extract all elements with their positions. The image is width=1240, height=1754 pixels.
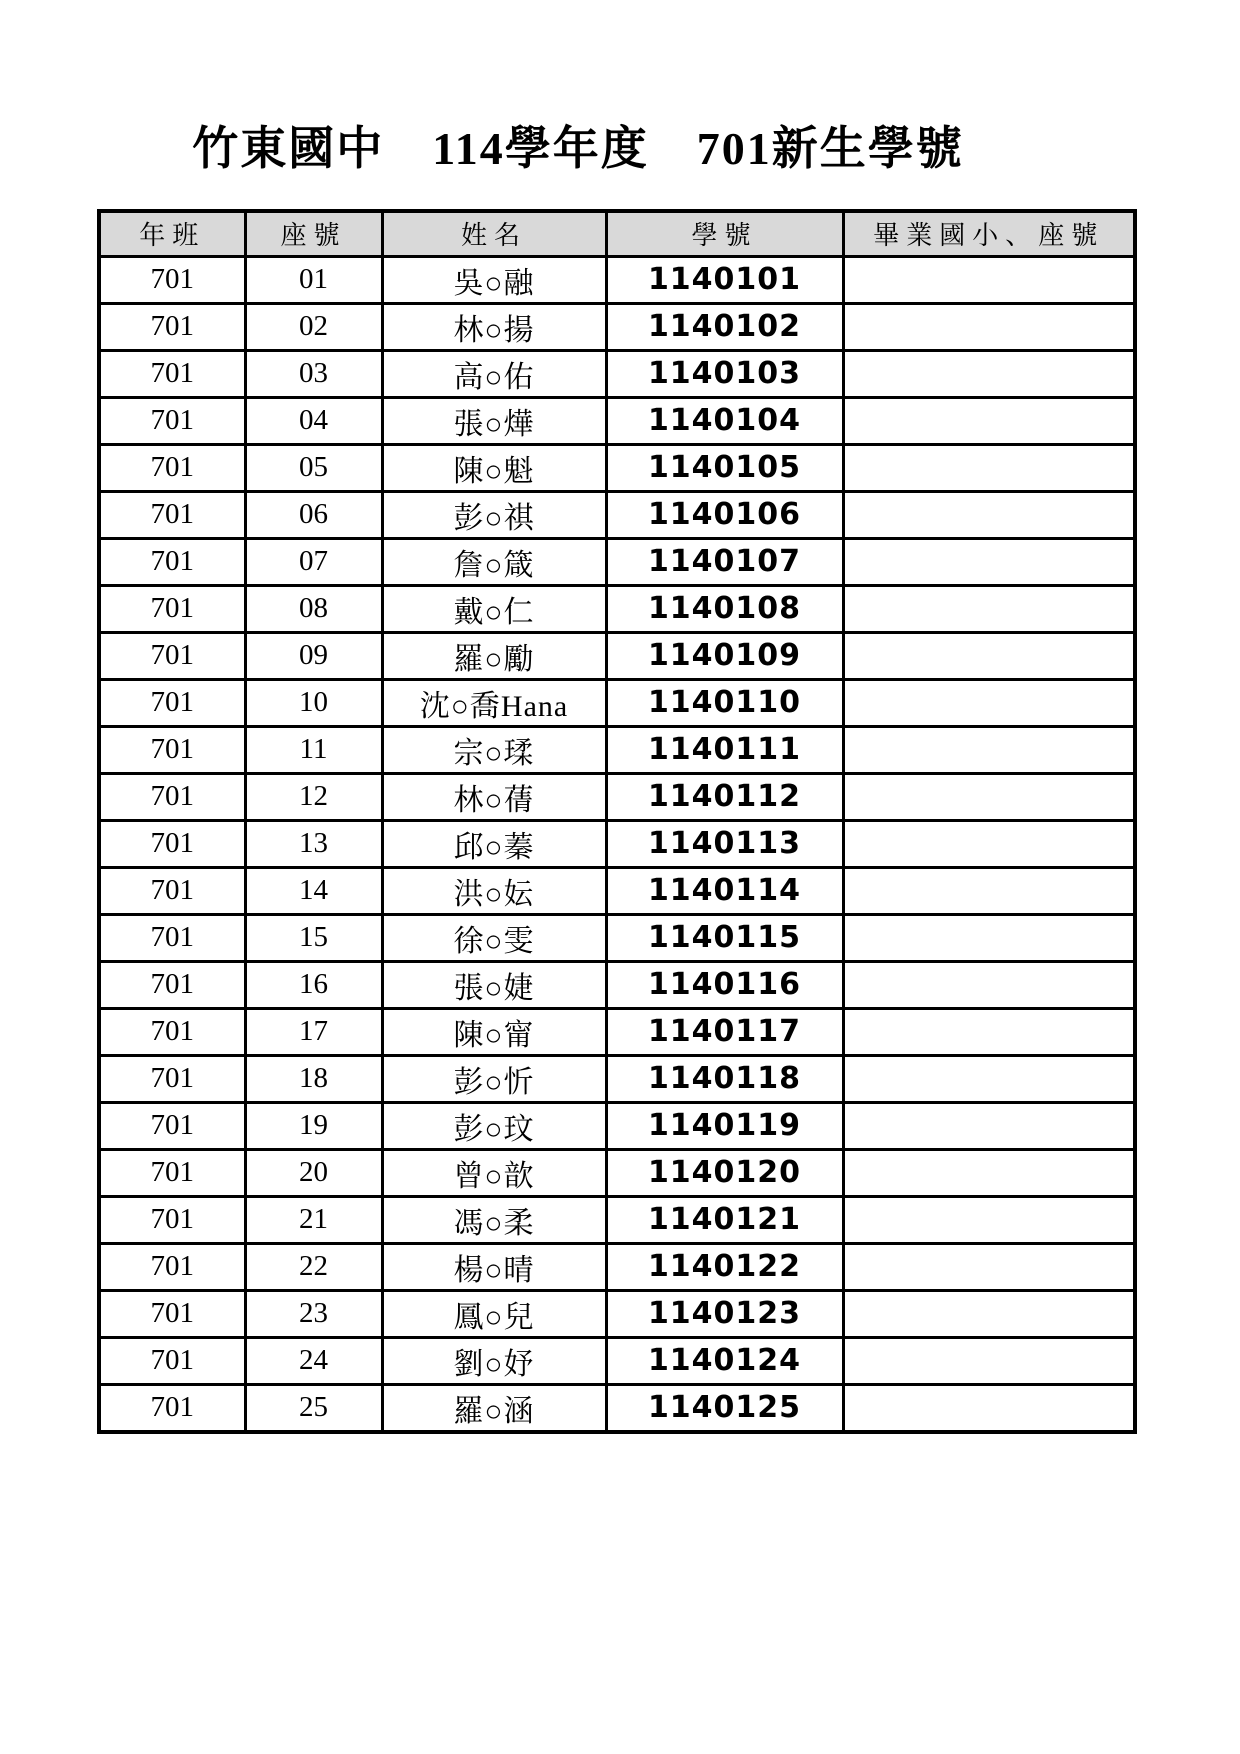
- table-row: [99, 491, 1135, 538]
- cell-school: [843, 726, 1135, 773]
- cell-grade-class: 701: [99, 1055, 245, 1102]
- cell-name: 羅○勵: [382, 632, 606, 679]
- cell-name: 羅○涵: [382, 1384, 606, 1432]
- cell-seat: 16: [245, 961, 382, 1008]
- cell-student-id: 1140117: [606, 1008, 843, 1055]
- cell-grade-class: 701: [99, 867, 245, 914]
- cell-name: 高○佑: [382, 350, 606, 397]
- cell-school: [843, 350, 1135, 397]
- table-row: [99, 350, 1135, 397]
- cell-school: [843, 397, 1135, 444]
- cell-student-id: 1140102: [606, 303, 843, 350]
- cell-seat: 05: [245, 444, 382, 491]
- cell-school: [843, 444, 1135, 491]
- cell-school: [843, 632, 1135, 679]
- cell-grade-class: 701: [99, 491, 245, 538]
- cell-name: 林○揚: [382, 303, 606, 350]
- cell-grade-class: 701: [99, 256, 245, 303]
- table-row: [99, 1290, 1135, 1337]
- table-row: [99, 1149, 1135, 1196]
- cell-school: [843, 538, 1135, 585]
- cell-student-id: 1140103: [606, 350, 843, 397]
- page-title: 竹東國中 114學年度 701新生學號: [192, 123, 964, 174]
- cell-student-id: 1140119: [606, 1102, 843, 1149]
- cell-student-id: 1140106: [606, 491, 843, 538]
- cell-student-id: 1140108: [606, 585, 843, 632]
- table-row: [99, 444, 1135, 491]
- cell-student-id: 1140114: [606, 867, 843, 914]
- cell-seat: 20: [245, 1149, 382, 1196]
- cell-grade-class: 701: [99, 1290, 245, 1337]
- table-row: [99, 632, 1135, 679]
- table-row: [99, 1337, 1135, 1384]
- cell-seat: 04: [245, 397, 382, 444]
- cell-grade-class: 701: [99, 444, 245, 491]
- cell-grade-class: 701: [99, 1243, 245, 1290]
- cell-seat: 14: [245, 867, 382, 914]
- table-row: [99, 1384, 1135, 1432]
- cell-name: 林○蒨: [382, 773, 606, 820]
- cell-name: 吳○融: [382, 256, 606, 303]
- cell-seat: 25: [245, 1384, 382, 1432]
- cell-name: 張○燁: [382, 397, 606, 444]
- cell-name: 陳○魁: [382, 444, 606, 491]
- table-row: [99, 726, 1135, 773]
- cell-seat: 11: [245, 726, 382, 773]
- cell-seat: 12: [245, 773, 382, 820]
- student-roster-table: [97, 209, 1137, 1434]
- table-row: [99, 303, 1135, 350]
- table-row: [99, 397, 1135, 444]
- cell-school: [843, 1102, 1135, 1149]
- cell-name: 彭○忻: [382, 1055, 606, 1102]
- cell-name: 彭○玟: [382, 1102, 606, 1149]
- column-header-grade-class: 年班: [99, 211, 245, 256]
- cell-student-id: 1140115: [606, 914, 843, 961]
- cell-student-id: 1140122: [606, 1243, 843, 1290]
- cell-name: 彭○祺: [382, 491, 606, 538]
- cell-school: [843, 1290, 1135, 1337]
- cell-name: 馮○柔: [382, 1196, 606, 1243]
- cell-seat: 23: [245, 1290, 382, 1337]
- table-row: [99, 538, 1135, 585]
- cell-grade-class: 701: [99, 820, 245, 867]
- cell-student-id: 1140110: [606, 679, 843, 726]
- cell-grade-class: 701: [99, 1384, 245, 1432]
- cell-name: 沈○喬Hana: [382, 679, 606, 726]
- cell-name: 劉○妤: [382, 1337, 606, 1384]
- cell-seat: 17: [245, 1008, 382, 1055]
- cell-seat: 08: [245, 585, 382, 632]
- cell-seat: 21: [245, 1196, 382, 1243]
- cell-seat: 24: [245, 1337, 382, 1384]
- cell-school: [843, 1243, 1135, 1290]
- cell-school: [843, 1149, 1135, 1196]
- cell-student-id: 1140116: [606, 961, 843, 1008]
- cell-student-id: 1140104: [606, 397, 843, 444]
- cell-school: [843, 1196, 1135, 1243]
- cell-school: [843, 820, 1135, 867]
- cell-grade-class: 701: [99, 397, 245, 444]
- cell-name: 宗○瑈: [382, 726, 606, 773]
- cell-student-id: 1140109: [606, 632, 843, 679]
- cell-student-id: 1140121: [606, 1196, 843, 1243]
- table-row: [99, 256, 1135, 303]
- cell-school: [843, 914, 1135, 961]
- cell-student-id: 1140111: [606, 726, 843, 773]
- cell-grade-class: 701: [99, 538, 245, 585]
- cell-name: 邱○蓁: [382, 820, 606, 867]
- table-row: [99, 585, 1135, 632]
- cell-student-id: 1140105: [606, 444, 843, 491]
- cell-school: [843, 491, 1135, 538]
- cell-grade-class: 701: [99, 1337, 245, 1384]
- table-row: [99, 961, 1135, 1008]
- cell-grade-class: 701: [99, 632, 245, 679]
- table-row: [99, 1008, 1135, 1055]
- cell-school: [843, 1384, 1135, 1432]
- cell-name: 詹○箴: [382, 538, 606, 585]
- cell-school: [843, 303, 1135, 350]
- cell-grade-class: 701: [99, 1149, 245, 1196]
- table-row: [99, 1196, 1135, 1243]
- table-row: [99, 679, 1135, 726]
- cell-seat: 01: [245, 256, 382, 303]
- column-header-student-id: 學號: [606, 211, 843, 256]
- column-header-school: 畢業國小、座號: [843, 211, 1135, 256]
- cell-school: [843, 585, 1135, 632]
- cell-grade-class: 701: [99, 1102, 245, 1149]
- cell-seat: 22: [245, 1243, 382, 1290]
- table-row: [99, 867, 1135, 914]
- cell-grade-class: 701: [99, 303, 245, 350]
- cell-grade-class: 701: [99, 585, 245, 632]
- cell-student-id: 1140123: [606, 1290, 843, 1337]
- cell-grade-class: 701: [99, 1008, 245, 1055]
- cell-grade-class: 701: [99, 773, 245, 820]
- cell-student-id: 1140107: [606, 538, 843, 585]
- cell-seat: 19: [245, 1102, 382, 1149]
- table-row: [99, 1102, 1135, 1149]
- cell-grade-class: 701: [99, 914, 245, 961]
- cell-grade-class: 701: [99, 1196, 245, 1243]
- cell-name: 楊○晴: [382, 1243, 606, 1290]
- cell-student-id: 1140124: [606, 1337, 843, 1384]
- cell-name: 鳳○兒: [382, 1290, 606, 1337]
- cell-student-id: 1140120: [606, 1149, 843, 1196]
- cell-student-id: 1140125: [606, 1384, 843, 1432]
- cell-seat: 03: [245, 350, 382, 397]
- cell-student-id: 1140112: [606, 773, 843, 820]
- cell-grade-class: 701: [99, 350, 245, 397]
- cell-student-id: 1140118: [606, 1055, 843, 1102]
- cell-school: [843, 256, 1135, 303]
- cell-grade-class: 701: [99, 679, 245, 726]
- cell-name: 洪○妘: [382, 867, 606, 914]
- cell-name: 徐○雯: [382, 914, 606, 961]
- table-row: [99, 914, 1135, 961]
- cell-grade-class: 701: [99, 961, 245, 1008]
- cell-name: 戴○仁: [382, 585, 606, 632]
- roster-body: [99, 256, 1135, 1432]
- cell-school: [843, 1337, 1135, 1384]
- table-row: [99, 1243, 1135, 1290]
- cell-school: [843, 961, 1135, 1008]
- cell-school: [843, 679, 1135, 726]
- cell-seat: 07: [245, 538, 382, 585]
- table-header-row: [99, 211, 1135, 256]
- cell-seat: 18: [245, 1055, 382, 1102]
- cell-seat: 10: [245, 679, 382, 726]
- cell-school: [843, 1008, 1135, 1055]
- cell-seat: 15: [245, 914, 382, 961]
- table-row: [99, 1055, 1135, 1102]
- cell-student-id: 1140113: [606, 820, 843, 867]
- cell-seat: 13: [245, 820, 382, 867]
- cell-seat: 06: [245, 491, 382, 538]
- cell-school: [843, 1055, 1135, 1102]
- column-header-name: 姓名: [382, 211, 606, 256]
- cell-student-id: 1140101: [606, 256, 843, 303]
- cell-school: [843, 773, 1135, 820]
- cell-seat: 09: [245, 632, 382, 679]
- cell-name: 陳○甯: [382, 1008, 606, 1055]
- cell-name: 曾○歆: [382, 1149, 606, 1196]
- column-header-seat: 座號: [245, 211, 382, 256]
- cell-name: 張○婕: [382, 961, 606, 1008]
- table-row: [99, 773, 1135, 820]
- cell-seat: 02: [245, 303, 382, 350]
- cell-grade-class: 701: [99, 726, 245, 773]
- cell-school: [843, 867, 1135, 914]
- table-row: [99, 820, 1135, 867]
